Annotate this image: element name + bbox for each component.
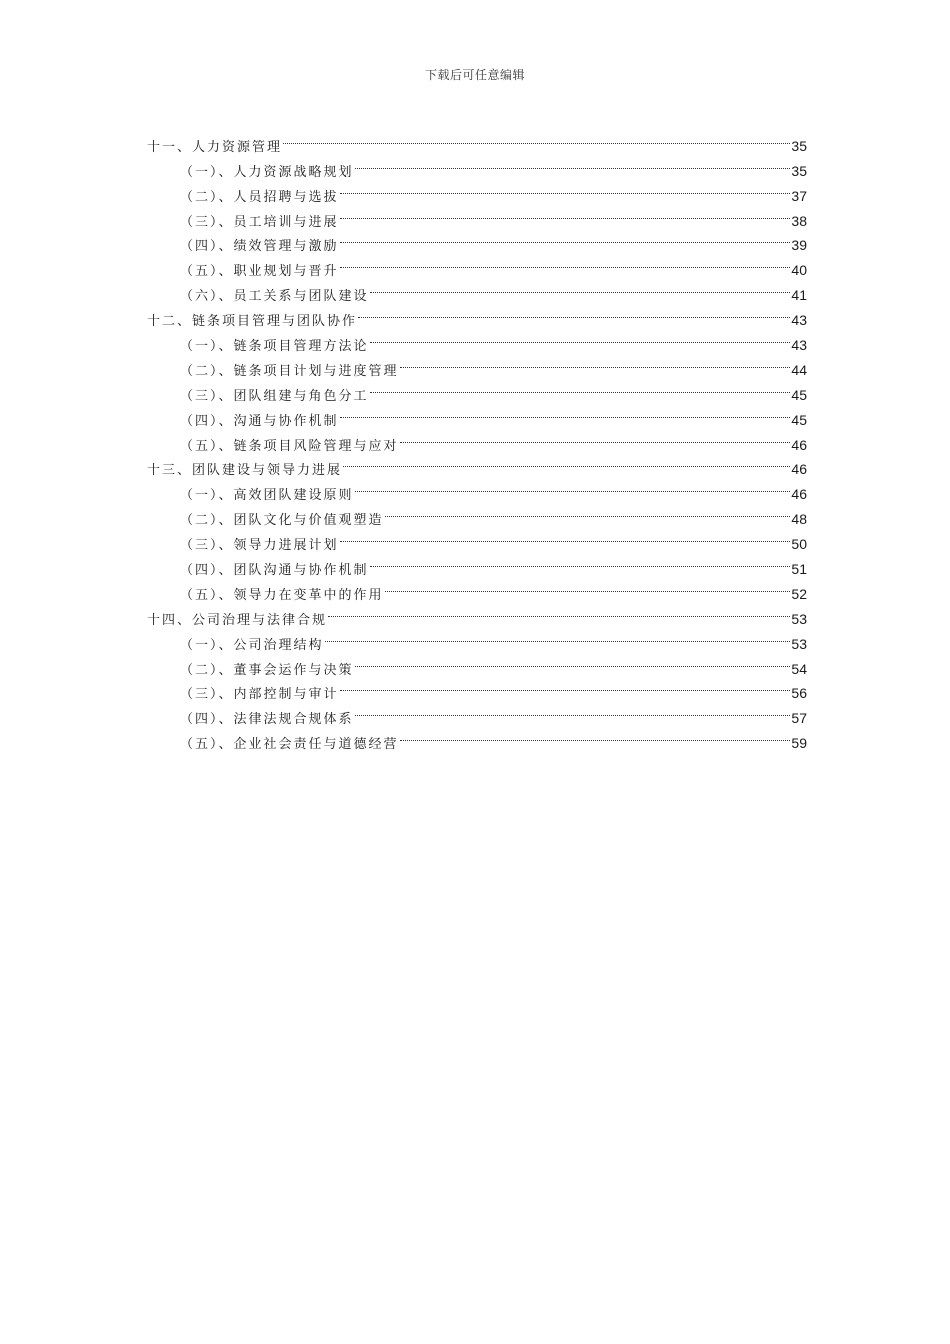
toc-entry-page-number: 40 [791, 262, 807, 279]
toc-entry-page-number: 37 [791, 187, 807, 204]
toc-entry-title: （六）、员工关系与团队建设 [180, 289, 369, 305]
toc-dot-leader [370, 275, 791, 300]
toc-entry-page-number: 53 [791, 610, 807, 627]
toc-entry-page-number: 43 [791, 337, 807, 354]
toc-dot-leader [400, 425, 791, 450]
toc-entry-title: （五）、企业社会责任与道德经营 [180, 737, 399, 753]
toc-entry-title: 十四、公司治理与法律合规 [147, 612, 328, 628]
toc-entry-page-number: 50 [791, 536, 807, 553]
toc-entry-page-number: 38 [791, 212, 807, 229]
toc-entry-page-number: 57 [791, 710, 807, 727]
toc-dot-leader [355, 151, 791, 176]
toc-entry-title: 十三、团队建设与领导力进展 [147, 463, 343, 479]
toc-dot-leader [385, 574, 791, 599]
toc-entry-page-number: 41 [791, 287, 807, 304]
toc-dot-leader [358, 300, 790, 325]
toc-entry-page-number: 45 [791, 386, 807, 403]
toc-entry-page-number: 53 [791, 635, 807, 652]
toc-entry-title: （五）、链条项目风险管理与应对 [180, 438, 399, 454]
toc-entry-title: （四）、团队沟通与协作机制 [180, 563, 369, 579]
toc-entry-title: 十一、人力资源管理 [147, 139, 283, 155]
toc-entry-title: （四）、绩效管理与激励 [180, 239, 339, 255]
toc-entry-title: （一）、公司治理结构 [180, 637, 324, 653]
toc-entry-title: （四）、法律法规合规体系 [180, 712, 354, 728]
toc-entry-title: （一）、高效团队建设原则 [180, 488, 354, 504]
toc-entry-page-number: 45 [791, 411, 807, 428]
toc-entry-title: （三）、员工培训与进展 [180, 214, 339, 230]
toc-dot-leader [400, 350, 791, 375]
toc-entry-title: （一）、链条项目管理方法论 [180, 339, 369, 355]
toc-entry-title: （五）、领导力在变革中的作用 [180, 587, 384, 603]
toc-entry-page-number: 46 [791, 461, 807, 478]
toc-dot-leader [340, 674, 791, 699]
toc-entry-title: （二）、董事会运作与决策 [180, 662, 354, 678]
toc-dot-leader [340, 250, 791, 275]
toc-dot-leader [355, 698, 791, 723]
toc-entry-page-number: 59 [791, 735, 807, 752]
toc-entry-page-number: 46 [791, 436, 807, 453]
toc-dot-leader [340, 524, 791, 549]
toc-dot-leader [343, 450, 790, 475]
toc-entry-page-number: 48 [791, 511, 807, 528]
toc-dot-leader [340, 226, 791, 251]
toc-entry-page-number: 35 [791, 162, 807, 179]
toc-entry-page-number: 52 [791, 585, 807, 602]
toc-entry-title: （二）、人员招聘与选拔 [180, 189, 339, 205]
toc-dot-leader [355, 649, 791, 674]
toc-entry-page-number: 46 [791, 486, 807, 503]
toc-entry-title: （三）、团队组建与角色分工 [180, 388, 369, 404]
toc-dot-leader [370, 375, 791, 400]
toc-dot-leader [370, 549, 791, 574]
toc-dot-leader [355, 474, 791, 499]
toc-dot-leader [325, 624, 791, 649]
toc-entry-title: （二）、团队文化与价值观塑造 [180, 513, 384, 529]
toc-entry-title: 十二、链条项目管理与团队协作 [147, 314, 358, 330]
toc-entry-page-number: 35 [791, 137, 807, 154]
toc-dot-leader [340, 201, 791, 226]
toc-chapter-entry[interactable] [147, 126, 807, 155]
toc-dot-leader [340, 176, 791, 201]
toc-entry-page-number: 39 [791, 237, 807, 254]
toc-dot-leader [328, 599, 790, 624]
toc-dot-leader [400, 723, 791, 748]
toc-entry-page-number: 56 [791, 685, 807, 702]
toc-entry-title: （三）、内部控制与审计 [180, 687, 339, 703]
toc-entry-title: （四）、沟通与协作机制 [180, 413, 339, 429]
toc-entry-title: （三）、领导力进展计划 [180, 538, 339, 554]
table-of-contents [147, 126, 807, 753]
toc-dot-leader [340, 400, 791, 425]
toc-dot-leader [385, 499, 791, 524]
toc-entry-page-number: 54 [791, 660, 807, 677]
toc-entry-title: （二）、链条项目计划与进度管理 [180, 363, 399, 379]
toc-dot-leader [370, 325, 791, 350]
page-header: 下载后可任意编辑 [424, 68, 525, 82]
toc-entry-title: （五）、职业规划与晋升 [180, 264, 339, 280]
toc-entry-title: （一）、人力资源战略规划 [180, 164, 354, 180]
toc-dot-leader [283, 126, 790, 151]
toc-entry-page-number: 51 [791, 561, 807, 578]
toc-entry-page-number: 43 [791, 312, 807, 329]
toc-entry-page-number: 44 [791, 361, 807, 378]
